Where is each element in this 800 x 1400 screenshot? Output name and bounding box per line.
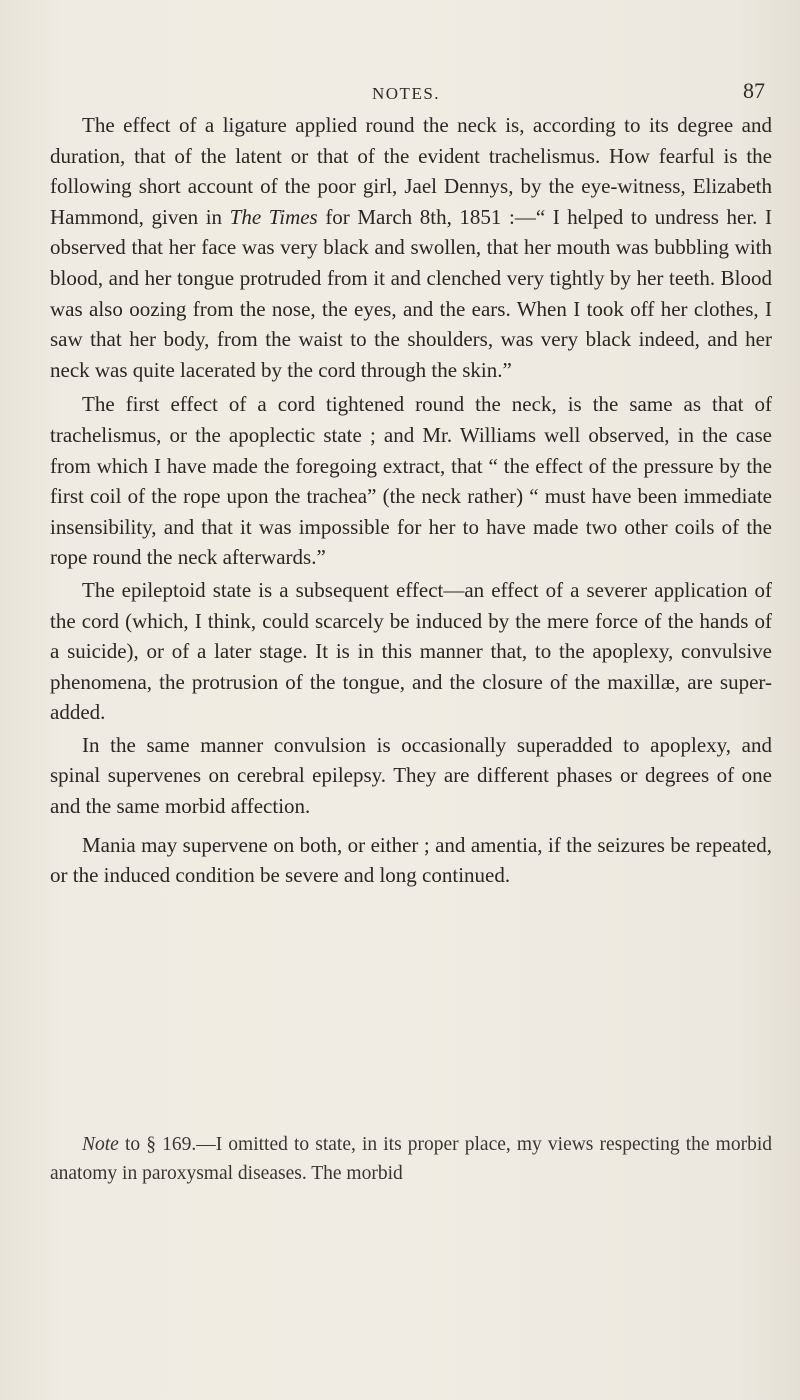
note-text: to § 169.—I omitted to state, in its proper place, my views respecting the morbid anatomy in paroxysmal diseases. The morbid [50,1134,772,1184]
paragraph-text: for March 8th, 1851 :—“ I helped to undress her. I observed that her face was very black and swollen, that her mouth was bubbling with blood, and her tongue protruded from it and clenched very tightly by her teeth. Blood was also oozing from the nose, the eyes, and the ears. When I took off her clothes, I saw that her body, from the waist to the shoulders, was very black indeed, and her neck was quite lacerated by the cord through the skin.” [50,204,772,382]
note-label: Note [82,1134,119,1155]
page-number: 87 [743,78,765,103]
paragraph-text: The effect of a ligature applied round the neck is, according to its degree and duration, that of the latent or that of the evident trachelismus. How fearful is the following short account of the poor girl, Jael Dennys, by the eye-witness, Elizabeth Hammond, given in [50,113,772,229]
paragraph [50,110,772,385]
running-head [0,78,800,108]
footnote-section [50,1130,772,1188]
paragraph: Mania may supervene on both, or either ; and amentia, if the seizures be repeated, or the induced condition be severe and long continued. [50,832,772,888]
newspaper-title: The Times [229,204,318,229]
note-paragraph [50,1130,772,1188]
paragraph: In the same manner convulsion is occasionally superadded to apoplexy, and spinal supervenes on cerebral epilepsy. They are different phases or degrees of one and the same morbid affection. [50,732,772,819]
paragraph: The first effect of a cord tightened round the neck, is the same as that of trachelismus, or the apoplectic state ; and Mr. Williams well observed, in the case from which I have made the foregoing extract, that “ the effect of the pressure by the first coil of the rope upon the trachea” (the neck rather) “ must have been immediate insensibility, and that it was impossible for her to have made two other coils of the rope round the neck afterwards.” [50,392,772,570]
body-text [50,110,772,891]
paragraph: The epileptoid state is a subsequent effect—an effect of a severer application of the cord (which, I think, could scarcely be induced by the mere force of the hands of a suicide), or of a later stage. It is in this manner that, to the apoplexy, convulsive phenomena, the protrusion of the tongue, and the closure of the maxillæ, are super-added. [50,577,772,725]
running-title: NOTES. [372,84,441,103]
